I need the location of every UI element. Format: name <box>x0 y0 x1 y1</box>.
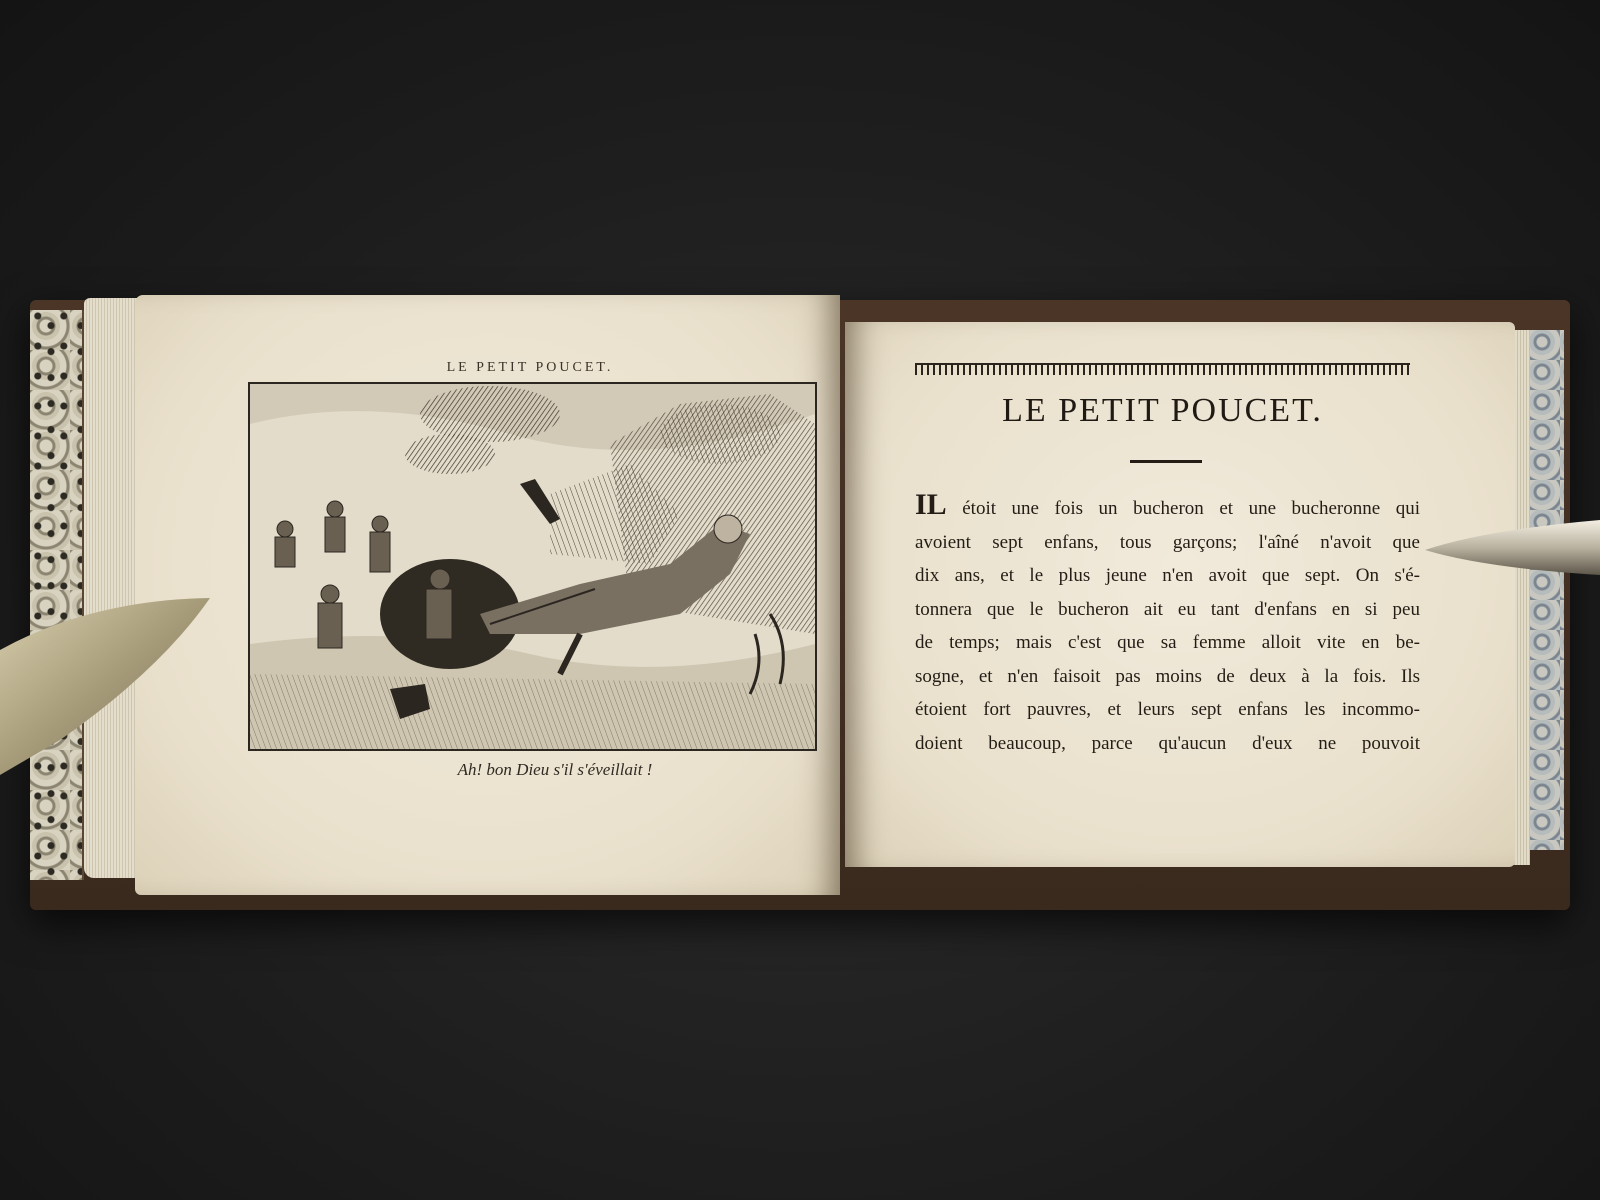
text-line: de temps; mais c'est que sa femme alloit vite en be- <box>915 632 1420 653</box>
text-line: étoient fort pauvres, et leurs sept enfans les incommo- <box>915 699 1420 720</box>
ornamental-border <box>915 363 1410 375</box>
running-head: LE PETIT POUCET. <box>446 360 614 375</box>
text-line: sogne, et n'en faisoit pas moins de deux à la fois. Ils <box>915 665 1420 687</box>
marbled-board-right <box>1528 330 1564 850</box>
chapter-title: LE PETIT POUCET. <box>1002 392 1323 429</box>
text-line: IL étoit une fois un bucheron et une bucheronne qui <box>915 488 1420 521</box>
text-line: tonnera que le bucheron ait eu tant d'enfans en si peu <box>915 598 1420 620</box>
page-holder-right <box>1425 520 1600 580</box>
page-holder-left <box>0 590 215 780</box>
text-line: avoient sept enfans, tous garçons; l'aîné n'avoit que <box>915 531 1420 553</box>
engraving-illustration <box>250 384 815 749</box>
plate-caption: Ah! bon Dieu s'il s'éveillait ! <box>457 760 653 779</box>
text-line: dix ans, et le plus jeune n'en avoit que sept. On s'é- <box>915 565 1420 586</box>
text-line: doient beaucoup, parce qu'aucun d'eux ne pouvoit <box>915 732 1420 754</box>
engraving-plate <box>248 382 817 751</box>
drop-cap: IL <box>915 488 947 521</box>
title-rule <box>1130 460 1202 463</box>
story-text <box>915 488 1420 760</box>
